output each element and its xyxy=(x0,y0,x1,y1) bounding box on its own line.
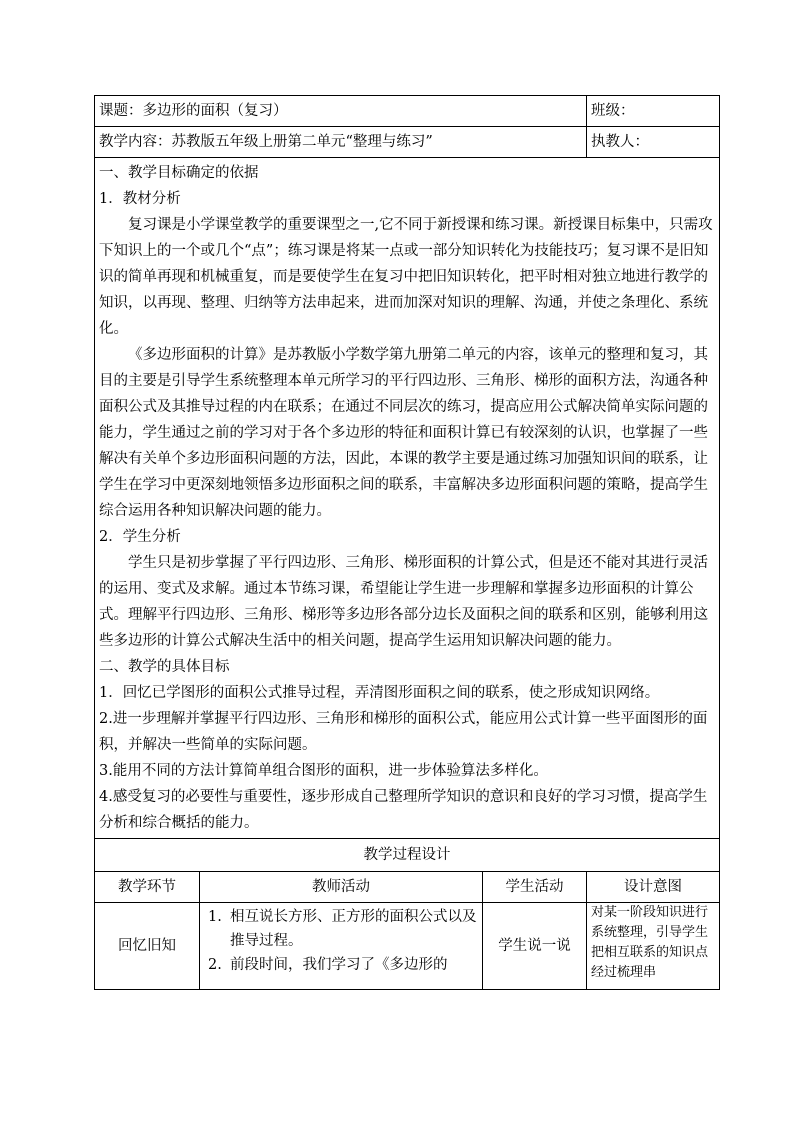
goal-1: 1．回忆已学图形的面积公式推导过程，弄清图形面积之间的联系，使之形成知识网络。 xyxy=(99,685,660,701)
content-cell: 教学内容：苏教版五年级上册第二单元“整理与练习” xyxy=(95,127,587,158)
process-title-row xyxy=(95,839,720,872)
student-activity-cell: 学生说一说 xyxy=(483,903,587,990)
goal-3: 3.能用不同的方法计算简单组合图形的面积，进一步体验算法多样化。 xyxy=(99,763,548,779)
col-stage: 教学环节 xyxy=(95,872,200,903)
goal-2: 2.进一步理解并掌握平行四边形、三角形和梯形的面积公式，能应用公式计算一些平面图形的面积，并解决一些简单的实际问题。 xyxy=(99,711,708,753)
material-paragraph-1: 复习课是小学课堂教学的重要课型之一,它不同于新授课和练习课。新授课目标集中，只需攻下知识上的一个或几个“点”；练习课是将某一点或一部分知识转化为技能技巧；复习课不是旧知识的简单再现和机械重复，而是要使学生在复习中把旧知识转化，把平时相对独立地进行教学的知识，以再现、整理、归纳等方法串起来，进而加深对知识的理解、沟通，并使之条理化、系统化。 xyxy=(99,217,713,337)
teacher-activity-cell xyxy=(200,903,483,990)
lesson-plan-sheet xyxy=(94,95,719,990)
header-row-content xyxy=(95,127,720,158)
stage-cell: 回忆旧知 xyxy=(95,903,200,990)
process-columns-row xyxy=(95,872,720,903)
teacher-activity-item: 2. 前段时间，我们学习了《多边形的 xyxy=(208,957,448,973)
teacher-activity-list xyxy=(204,903,478,977)
basis-heading: 一、教学目标确定的依据 xyxy=(99,165,259,181)
col-teacher: 教师活动 xyxy=(200,872,483,903)
student-analysis-heading: 2．学生分析 xyxy=(99,529,181,545)
class-cell: 班级： xyxy=(587,96,720,127)
design-intent-cell: 对某一阶段知识进行系统整理，引导学生把相互联系的知识点经过梳理串 xyxy=(587,903,720,990)
material-analysis-heading: 1．教材分析 xyxy=(99,191,181,207)
student-paragraph: 学生只是初步掌握了平行四边形、三角形、梯形面积的计算公式，但是还不能对其进行灵活的运用、变式及求解。通过本节练习课，希望能让学生进一步理解和掌握多边形面积的计算公式。理解平行四边形、三角形、梯形等多边形各部分边长及面积之间的联系和区别，能够利用这些多边形的计算公式解决生活中的相关问题，提高学生运用知识解决问题的能力。 xyxy=(99,555,708,649)
objectives-cell xyxy=(95,158,720,839)
material-paragraph-2: 《多边形面积的计算》是苏教版小学数学第九册第二单元的内容，该单元的整理和复习，其目的主要是引导学生系统整理本单元所学习的平行四边形、三角形、梯形的面积方法，沟通各种面积公式及其推导过程的内在联系；在通过不同层次的练习，提高应用公式解决简单实际问题的能力，学生通过之前的学习对于各个多边形的特征和面积计算已有较深刻的认识，也掌握了一些解决有关单个多边形面积问题的方法，因此，本课的教学主要是通过练习加强知识间的联系，让学生在学习中更深刻地领悟多边形面积之间的联系，丰富解决多边形面积问题的策略，提高学生综合运用各种知识解决问题的能力。 xyxy=(99,347,708,519)
goals-heading: 二、教学的具体目标 xyxy=(99,659,230,675)
objectives-row xyxy=(95,158,720,839)
col-student: 学生活动 xyxy=(483,872,587,903)
process-row xyxy=(95,903,720,990)
process-title: 教学过程设计 xyxy=(95,839,720,872)
header-row-topic xyxy=(95,96,720,127)
goal-4: 4.感受复习的必要性与重要性，逐步形成自己整理所学知识的意识和良好的学习习惯，提高学生分析和综合概括的能力。 xyxy=(99,789,708,831)
lesson-plan-table xyxy=(94,95,720,990)
teacher-activity-item: 1. 相互说长方形、正方形的面积公式以及推导过程。 xyxy=(208,909,477,949)
topic-cell: 课题：多边形的面积（复习） xyxy=(95,96,587,127)
teacher-cell: 执教人： xyxy=(587,127,720,158)
col-intent: 设计意图 xyxy=(587,872,720,903)
